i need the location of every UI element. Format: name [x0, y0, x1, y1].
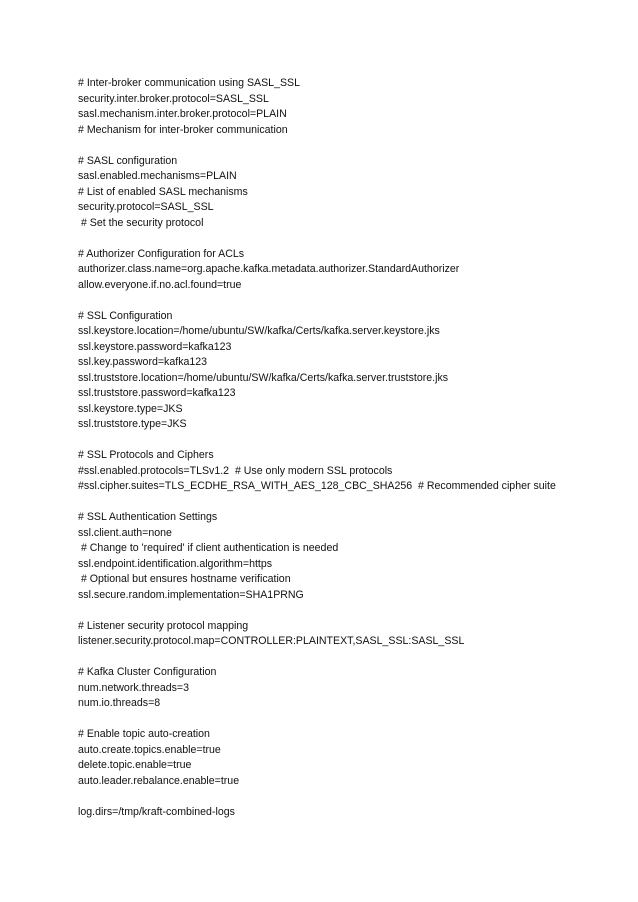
comment-line: # Optional but ensures hostname verification: [78, 573, 291, 585]
config-line: ssl.endpoint.identification.algorithm=https: [78, 557, 273, 570]
config-line: delete.topic.enable=true: [78, 759, 192, 771]
blank-line: [78, 433, 623, 449]
comment-line: # SSL Authentication Settings: [78, 511, 218, 523]
config-line: sasl.mechanism.inter.broker.protocol=PLAIN: [78, 108, 287, 120]
config-line: log.dirs=/tmp/kraft-combined-logs: [78, 805, 235, 818]
config-line: ssl.keystore.type=JKS: [78, 402, 183, 415]
comment-line: #ssl.cipher.suites=TLS_ECDHE_RSA_WITH_AES_128_CBC_SHA256 # Recommended cipher suite: [78, 480, 556, 492]
config-line: ssl.truststore.type=JKS: [78, 418, 187, 430]
config-line: ssl.key.password=kafka123: [78, 356, 208, 368]
config-line: num.network.threads=3: [78, 681, 190, 694]
comment-line: #ssl.enabled.protocols=TLSv1.2 # Use only modern SSL protocols: [78, 464, 393, 477]
comment-line: # Inter-broker communication using SASL_SSL: [78, 77, 300, 89]
config-line: allow.everyone.if.no.acl.found=true: [78, 278, 242, 291]
config-line: ssl.keystore.password=kafka123: [78, 340, 232, 353]
comment-line: # Mechanism for inter-broker communication: [78, 123, 288, 136]
comment-line: # Enable topic auto-creation: [78, 728, 210, 740]
comment-line: # Listener security protocol mapping: [78, 619, 249, 632]
comment-line: # List of enabled SASL mechanisms: [78, 185, 248, 198]
config-line: auto.leader.rebalance.enable=true: [78, 774, 240, 787]
config-line: num.io.threads=8: [78, 697, 161, 709]
config-line: security.protocol=SASL_SSL: [78, 201, 214, 213]
config-line: ssl.client.auth=none: [78, 526, 172, 539]
config-line: ssl.truststore.password=kafka123: [78, 387, 236, 399]
comment-line: # SSL Configuration: [78, 309, 173, 322]
config-line: sasl.enabled.mechanisms=PLAIN: [78, 170, 237, 182]
config-line: authorizer.class.name=org.apache.kafka.metadata.authorizer.StandardAuthorizer: [78, 263, 460, 275]
config-line: ssl.truststore.location=/home/ubuntu/SW/kafka/Certs/kafka.server.truststore.jks: [78, 371, 449, 384]
blank-line: [78, 712, 623, 728]
config-text-body: [78, 76, 623, 820]
comment-line: # SSL Protocols and Ciphers: [78, 449, 214, 461]
blank-line: [78, 789, 623, 805]
comment-line: # Authorizer Configuration for ACLs: [78, 247, 245, 260]
blank-line: [78, 138, 623, 154]
blank-line: [78, 231, 623, 247]
blank-line: [78, 650, 623, 666]
config-line: security.inter.broker.protocol=SASL_SSL: [78, 92, 269, 105]
config-line: auto.create.topics.enable=true: [78, 743, 221, 756]
blank-line: [78, 293, 623, 309]
comment-line: # Set the security protocol: [78, 216, 204, 229]
blank-line: [78, 603, 623, 619]
config-line: ssl.secure.random.implementation=SHA1PRNG: [78, 588, 304, 601]
config-line: listener.security.protocol.map=CONTROLLER:PLAINTEXT,SASL_SSL:SASL_SSL: [78, 635, 465, 647]
comment-line: # Change to 'required' if client authentication is needed: [78, 542, 339, 554]
comment-line: # SASL configuration: [78, 154, 178, 167]
blank-line: [78, 495, 623, 511]
config-line: ssl.keystore.location=/home/ubuntu/SW/kafka/Certs/kafka.server.keystore.jks: [78, 325, 440, 337]
comment-line: # Kafka Cluster Configuration: [78, 666, 217, 678]
